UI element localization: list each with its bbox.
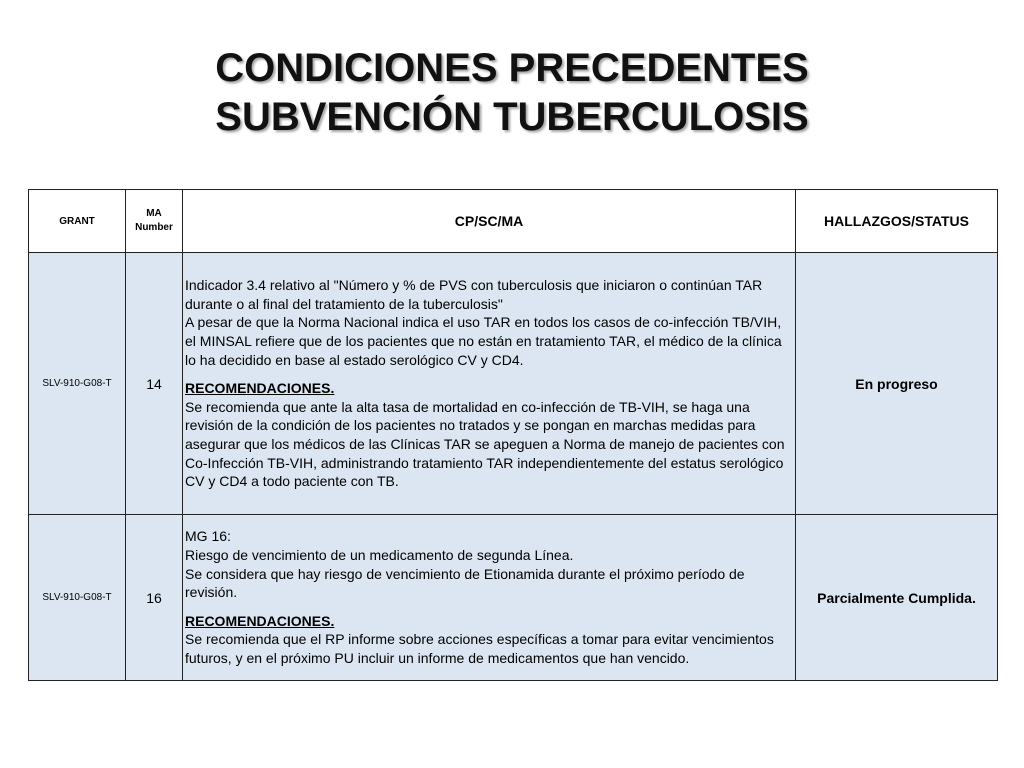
description-paragraph: MG 16: bbox=[185, 528, 231, 545]
grant-cell: SLV-910-G08-T bbox=[29, 515, 126, 681]
description-paragraph: Indicador 3.4 relativo al "Número y % de PVS con tuberculosis que iniciaron o continúan TAR durante o al final del tratamiento de la tuberculosis" bbox=[185, 277, 763, 312]
header-grant: GRANT bbox=[29, 190, 126, 253]
page-title-line-1: CONDICIONES PRECEDENTES bbox=[215, 46, 809, 90]
description-paragraph: Riesgo de vencimiento de un medicamento de segunda Línea. bbox=[185, 547, 574, 564]
table-row bbox=[29, 515, 998, 681]
status-cell: En progreso bbox=[796, 253, 998, 515]
header-ma-number-line-1: MA bbox=[146, 208, 162, 219]
description-paragraph: Se considera que hay riesgo de vencimiento de Etionamida durante el próximo período de revisión. bbox=[185, 565, 745, 601]
recommendations-text: Se recomienda que el RP informe sobre acciones específicas a tomar para evitar vencimientos futuros, y en el próximo PU incluir un informe de medicamentos que han vencido. bbox=[185, 631, 774, 666]
recommendations-label: RECOMENDACIONES. bbox=[185, 380, 335, 397]
ma-number-cell: 14 bbox=[126, 253, 183, 515]
ma-number-cell: 16 bbox=[126, 515, 183, 681]
description-cell bbox=[183, 253, 796, 515]
table-row bbox=[29, 253, 998, 515]
recommendations-label: RECOMENDACIONES. bbox=[185, 612, 335, 629]
header-status: HALLAZGOS/STATUS bbox=[796, 190, 998, 253]
table-header-row bbox=[29, 190, 998, 253]
description-paragraph: A pesar de que la Norma Nacional indica el uso TAR en todos los casos de co-infección TB/VIH, el MINSAL refiere que de los pacientes que no están en tratamiento TAR, el médico de la clínica lo ha decidido en base al estado serológico CV y CD4. bbox=[185, 314, 782, 368]
conditions-table bbox=[28, 189, 998, 681]
header-cp-sc-ma: CP/SC/MA bbox=[183, 190, 796, 253]
recommendations-text: Se recomienda que ante la alta tasa de mortalidad en co-infección de TB-VIH, se haga una revisión de la condición de los pacientes no tratados y se pongan en marchas medidas para asegurar que los médicos de las Clínicas TAR se apeguen a Norma de manejo de pacientes con Co-Infección TB-VIH, administrando tratamiento TAR independientemente del estatus serológico CV y CD4 a todo paciente con TB. bbox=[185, 398, 785, 490]
page-title-line-2: SUBVENCIÓN TUBERCULOSIS bbox=[215, 95, 809, 139]
status-cell: Parcialmente Cumplida. bbox=[796, 515, 998, 681]
header-ma-number bbox=[126, 190, 183, 253]
grant-cell: SLV-910-G08-T bbox=[29, 253, 126, 515]
page-title bbox=[0, 44, 1024, 142]
header-ma-number-line-2: Number bbox=[135, 222, 173, 233]
description-cell bbox=[183, 515, 796, 681]
